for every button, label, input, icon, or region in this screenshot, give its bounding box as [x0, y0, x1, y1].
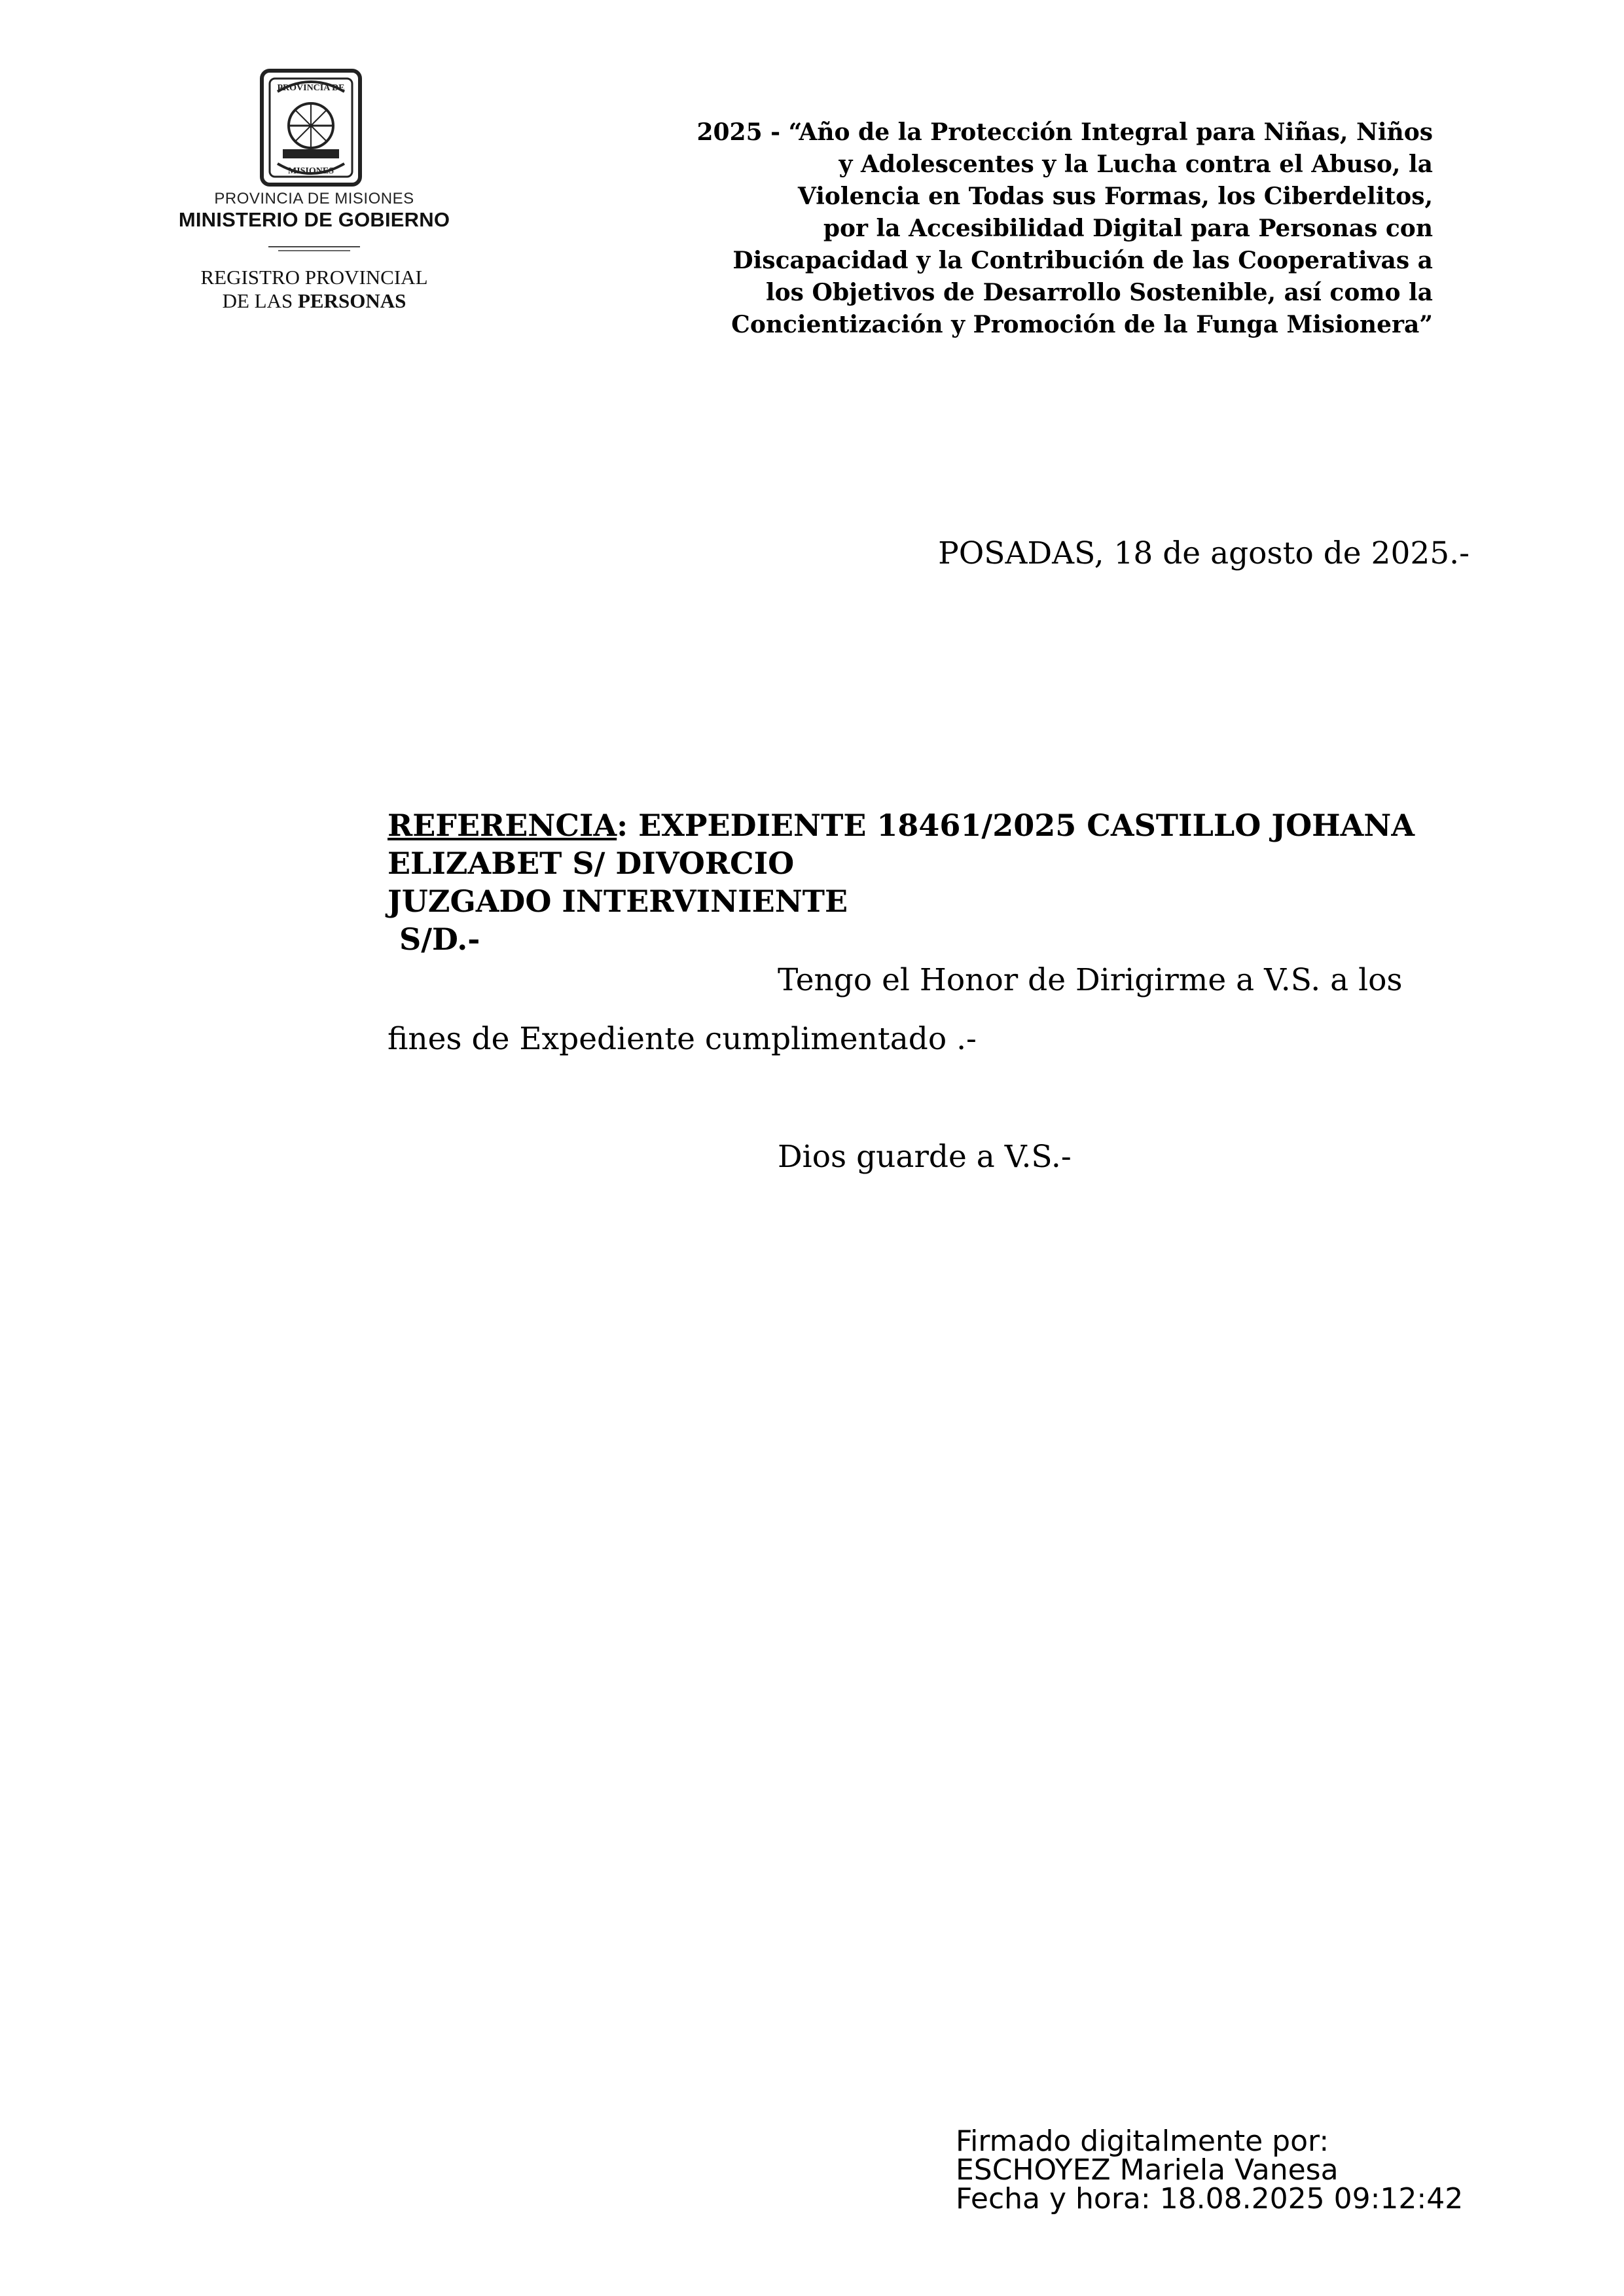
reference-court: JUZGADO INTERVINIENTE — [388, 884, 848, 919]
motto-line: Violencia en Todas sus Formas, los Ciberdelitos, — [797, 183, 1433, 210]
registry-line-1: REGISTRO PROVINCIAL — [200, 266, 428, 289]
reference-line-2: ELIZABET S/ DIVORCIO — [388, 846, 795, 881]
ministry-header — [157, 190, 471, 251]
registry-name — [157, 266, 471, 313]
reference-case: : EXPEDIENTE 18461/2025 CASTILLO JOHANA — [617, 808, 1415, 843]
signature-line-1: Firmado digitalmente por: — [956, 2125, 1329, 2158]
place-and-date: POSADAS, 18 de agosto de 2025.- — [938, 535, 1470, 571]
provincial-seal-icon — [249, 65, 373, 190]
registry-line-2: DE LAS PERSONAS — [222, 289, 406, 312]
motto-line: Concientización y Promoción de la Funga Misionera” — [731, 311, 1433, 338]
motto-line: y Adolescentes y la Lucha contra el Abuso, la — [839, 151, 1433, 178]
body-text-line-1: Tengo el Honor de Dirigirme a V.S. a los — [778, 962, 1403, 998]
header-divider — [268, 246, 360, 247]
closing-formula: Dios guarde a V.S.- — [778, 1139, 1072, 1175]
year-motto — [582, 117, 1433, 341]
header-divider-secondary — [278, 250, 350, 251]
body-text-line-2: fines de Expediente cumplimentado .- — [388, 1021, 977, 1057]
signature-signer: ESCHOYEZ Mariela Vanesa — [956, 2153, 1339, 2187]
svg-text:PROVINCIA DE: PROVINCIA DE — [277, 83, 345, 93]
svg-text:MISIONES: MISIONES — [287, 166, 334, 176]
motto-line: los Objetivos de Desarrollo Sostenible, así como la — [765, 279, 1433, 306]
signature-timestamp: Fecha y hora: 18.08.2025 09:12:42 — [956, 2182, 1464, 2215]
motto-line: 2025 - “Año de la Protección Integral para Niñas, Niños — [696, 118, 1433, 146]
ministry-name: MINISTERIO DE GOBIERNO — [178, 208, 450, 231]
motto-line: Discapacidad y la Contribución de las Cooperativas a — [732, 247, 1433, 274]
province-name: PROVINCIA DE MISIONES — [214, 190, 414, 207]
reference-block — [388, 806, 1513, 958]
digital-signature — [956, 2127, 1463, 2214]
reference-sd: S/D.- — [399, 922, 480, 957]
reference-line-1 — [388, 806, 1513, 844]
motto-line: por la Accesibilidad Digital para Personas con — [823, 215, 1433, 242]
reference-label: REFERENCIA — [388, 808, 617, 843]
